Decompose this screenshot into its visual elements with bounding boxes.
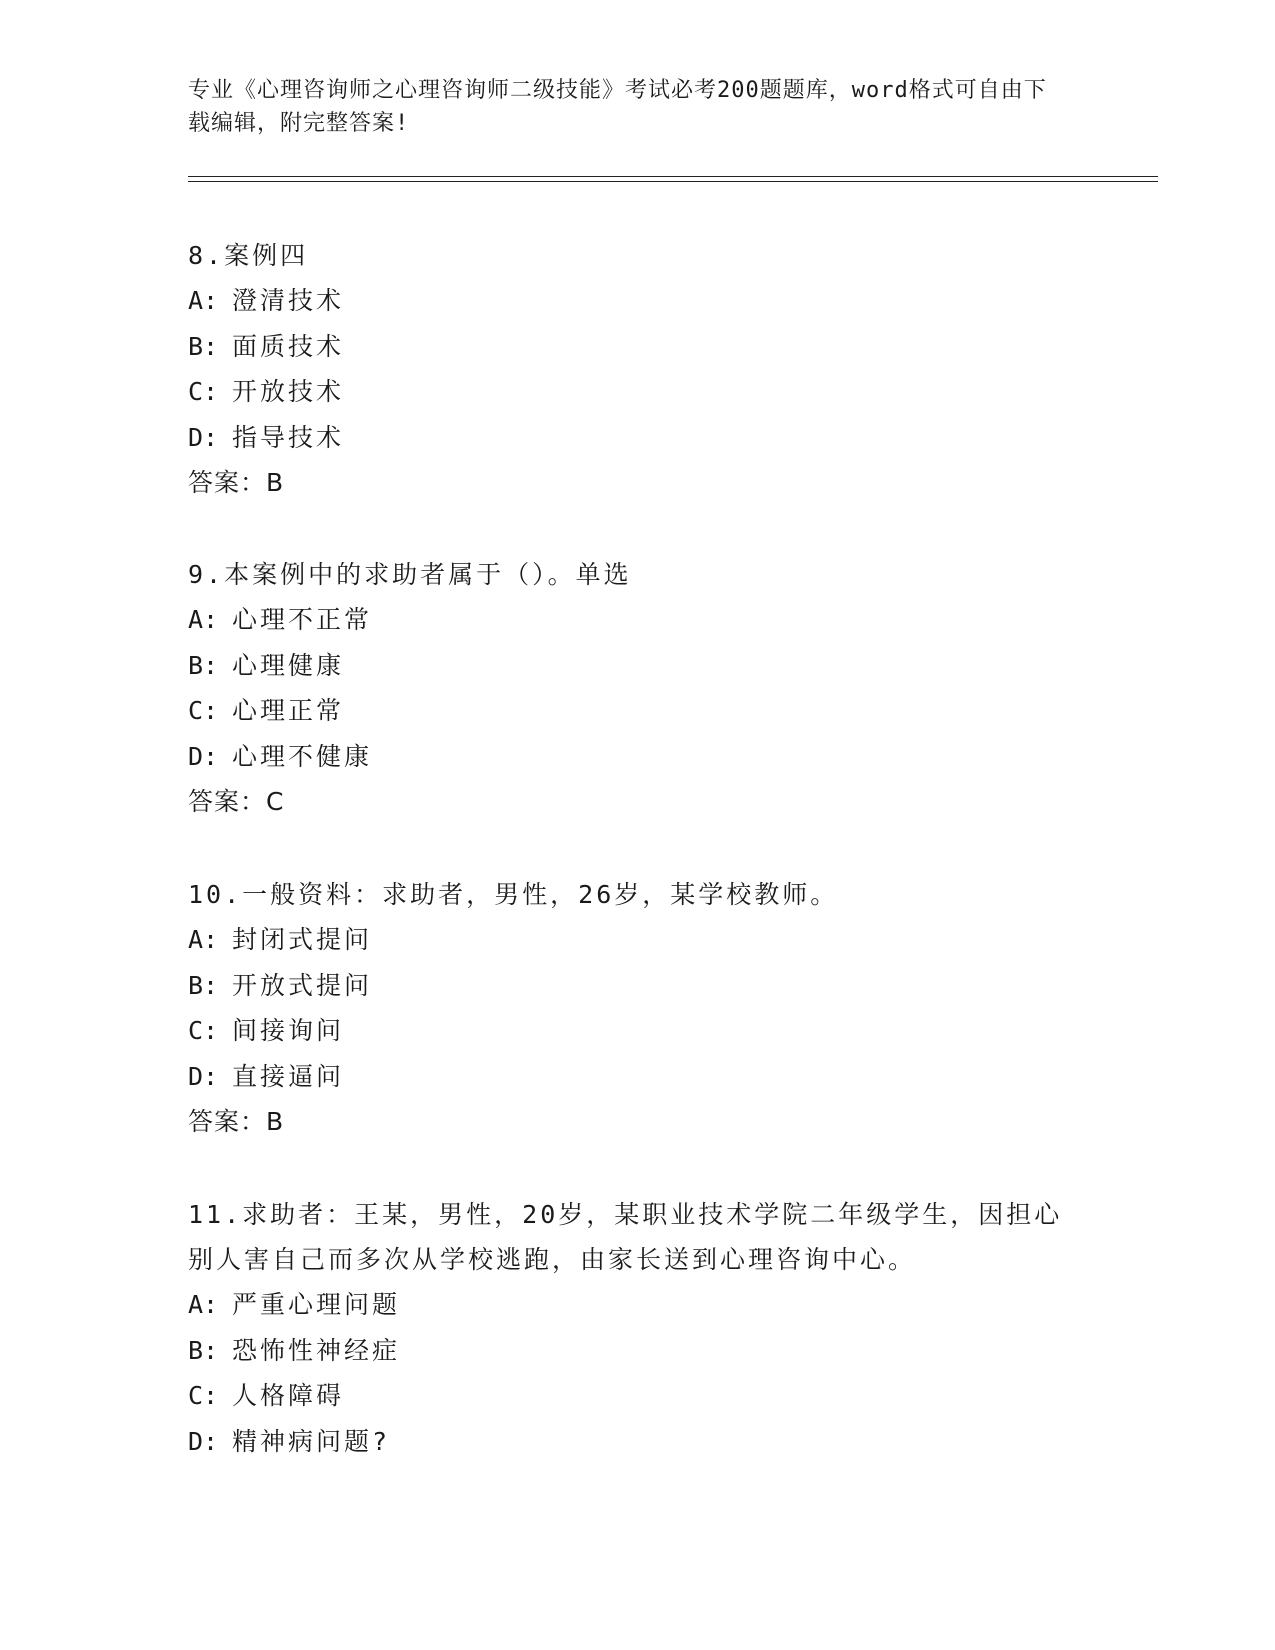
option-key: C: — [188, 696, 219, 726]
option-text: 心理不健康 — [232, 741, 373, 771]
option-key: A: — [188, 925, 219, 954]
option-c — [188, 688, 1088, 734]
option-text: 心理不正常 — [232, 605, 373, 634]
option-key: B: — [188, 1335, 219, 1365]
option-text: 恐怖性神经症 — [232, 1335, 401, 1365]
option-a — [188, 1282, 1088, 1328]
question-stem: 10.一般资料：求助者，男性，26岁，某学校教师。 — [188, 880, 839, 909]
option-key: C: — [188, 377, 219, 407]
header-divider-bottom — [188, 181, 1158, 182]
option-text: 人格障碍 — [232, 1381, 345, 1411]
question-11 — [188, 1192, 1088, 1464]
option-b — [188, 324, 1088, 370]
option-text: 开放式提问 — [232, 970, 373, 1000]
option-d — [188, 1419, 1088, 1465]
option-text: 间接询问 — [232, 1016, 345, 1046]
option-text: 澄清技术 — [232, 286, 345, 315]
answer-line: 答案：B — [188, 468, 285, 498]
option-a — [188, 278, 1088, 324]
option-text: 开放技术 — [232, 377, 345, 407]
option-d — [188, 415, 1088, 461]
question-stem: 9.本案例中的求助者属于（）。单选 — [188, 560, 632, 589]
question-9 — [188, 552, 1088, 824]
header-divider-top — [188, 176, 1158, 177]
option-text: 精神病问题? — [232, 1426, 391, 1456]
option-b — [188, 1328, 1088, 1374]
option-key: C: — [188, 1381, 219, 1411]
question-stem: 8.案例四 — [188, 241, 309, 270]
option-key: D: — [188, 741, 219, 771]
option-b — [188, 963, 1088, 1009]
option-key: A: — [188, 605, 219, 634]
option-key: D: — [188, 422, 219, 452]
option-d — [188, 734, 1088, 780]
answer-line: 答案：C — [188, 787, 285, 817]
option-key: B: — [188, 970, 219, 1000]
option-text: 面质技术 — [232, 331, 345, 361]
option-d — [188, 1054, 1088, 1100]
option-c — [188, 1008, 1088, 1054]
question-8 — [188, 233, 1088, 505]
option-b — [188, 643, 1088, 689]
option-key: D: — [188, 1426, 219, 1456]
question-stem: 11.求助者：王某，男性，20岁，某职业技术学院二年级学生，因担心别人害自己而多次从学校逃跑，由家长送到心理咨询中心。 — [188, 1200, 1063, 1274]
option-text: 封闭式提问 — [232, 925, 373, 954]
question-10 — [188, 872, 1088, 1144]
option-text: 直接逼问 — [232, 1061, 345, 1091]
option-a — [188, 917, 1088, 963]
option-c — [188, 369, 1088, 415]
option-key: B: — [188, 650, 219, 680]
option-key: C: — [188, 1016, 219, 1046]
option-text: 指导技术 — [232, 422, 345, 452]
option-key: B: — [188, 331, 219, 361]
option-c — [188, 1373, 1088, 1419]
document-header: 专业《心理咨询师之心理咨询师二级技能》考试必考200题题库，word格式可自由下载编辑，附完整答案! — [188, 78, 1047, 136]
option-text: 心理健康 — [232, 650, 345, 680]
option-text: 心理正常 — [232, 696, 345, 726]
option-key: D: — [188, 1061, 219, 1091]
option-text: 严重心理问题 — [232, 1290, 401, 1319]
option-a — [188, 597, 1088, 643]
option-key: A: — [188, 1290, 219, 1319]
answer-line: 答案：B — [188, 1107, 285, 1137]
option-key: A: — [188, 286, 219, 315]
